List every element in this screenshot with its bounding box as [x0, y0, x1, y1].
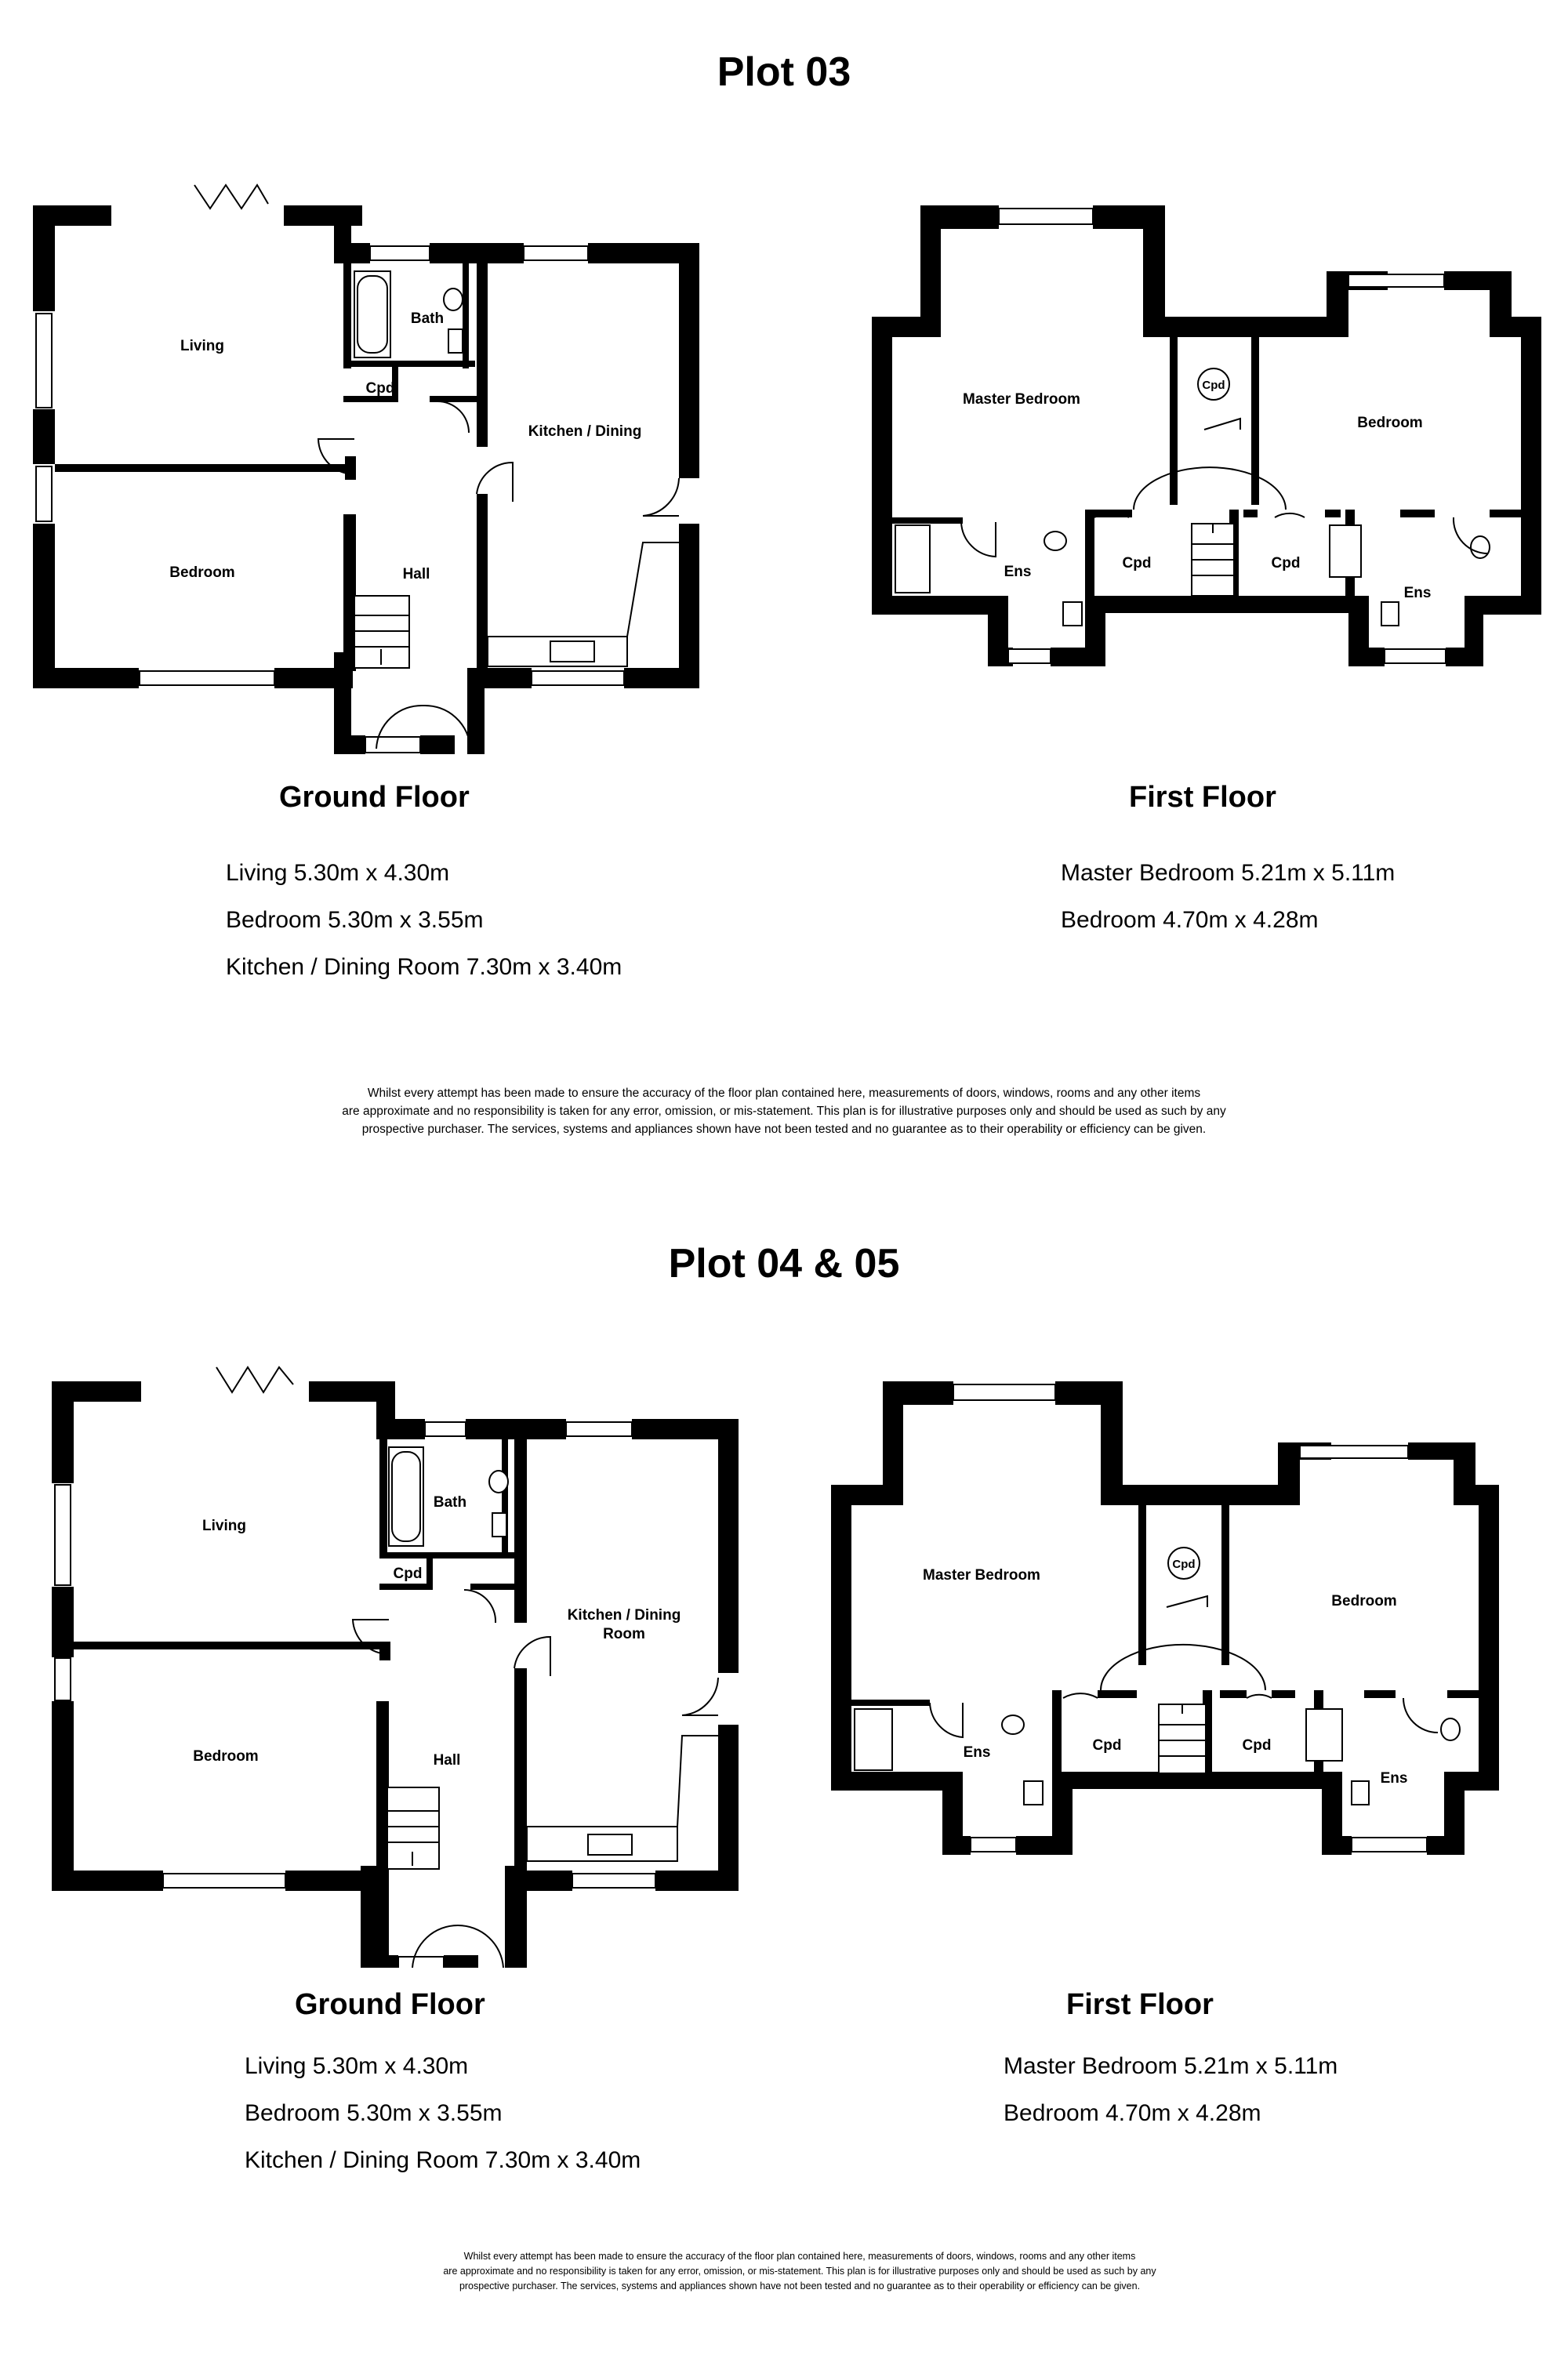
disclaimer-line: Whilst every attempt has been made to ensure the accuracy of the floor plan contained here, measurements of doors, windows, rooms and any other items — [463, 2251, 1136, 2262]
room-master-bedroom: Master Bedroom — [963, 391, 1080, 408]
room-kitchen-dining-room: Room — [603, 1626, 645, 1642]
room-bedroom-2: Bedroom — [1331, 1593, 1397, 1609]
disclaimer-line: prospective purchaser. The services, systems and appliances shown have not been tested and no guarantee as to their operability or efficiency can be given. — [361, 1123, 1207, 1136]
disclaimer-line: prospective purchaser. The services, systems and appliances shown have not been tested and no guarantee as to their operability or efficiency can be given. — [459, 2281, 1141, 2291]
dimension-master-bedroom: Master Bedroom 5.21m x 5.11m — [1061, 860, 1396, 886]
plot-03-title: Plot 03 — [717, 49, 851, 95]
plot-03-ground-floor-label: Ground Floor — [279, 781, 470, 814]
room-ens-right: Ens — [1403, 585, 1432, 601]
room-hall: Hall — [402, 566, 430, 582]
room-bedroom-2: Bedroom — [1357, 415, 1423, 431]
room-bedroom: Bedroom — [169, 564, 235, 581]
plot-03-disclaimer — [141, 1084, 1427, 1138]
disclaimer-line: are approximate and no responsibility is taken for any error, omission, or mis-statement. This plan is for illustrative purposes only and should be used as such by any — [443, 2266, 1156, 2277]
plot-04-05-ground-floor-label: Ground Floor — [295, 1988, 485, 2021]
plot-03-first-floor-label: First Floor — [1129, 781, 1276, 814]
plot-04-05-disclaimer — [298, 2249, 1301, 2294]
room-cpd-left: Cpd — [1122, 555, 1152, 572]
room-cpd: Cpd — [365, 380, 395, 397]
room-cpd-top: Cpd — [1172, 1558, 1196, 1571]
room-master-bedroom: Master Bedroom — [923, 1567, 1040, 1584]
dimension-kitchen: Kitchen / Dining Room 7.30m x 3.40m — [226, 954, 622, 980]
room-living: Living — [202, 1518, 246, 1534]
plot-03-ground-dimensions — [226, 850, 622, 991]
room-ens-right: Ens — [1380, 1770, 1408, 1787]
room-cpd-right: Cpd — [1242, 1737, 1272, 1754]
room-hall: Hall — [433, 1752, 461, 1769]
room-cpd-left: Cpd — [1092, 1737, 1122, 1754]
plot-03-first-dimensions — [1061, 850, 1395, 944]
plot-04-05-first-floor-label: First Floor — [1066, 1988, 1214, 2021]
room-ens-left: Ens — [1004, 564, 1032, 580]
room-cpd-right: Cpd — [1271, 555, 1301, 572]
dimension-bedroom-2: Bedroom 4.70m x 4.28m — [1061, 907, 1319, 933]
room-bath: Bath — [410, 310, 445, 327]
dimension-kitchen: Kitchen / Dining Room 7.30m x 3.40m — [245, 2147, 641, 2173]
dimension-living: Living 5.30m x 4.30m — [245, 2053, 469, 2079]
plot-03-first-floor-plan — [0, 0, 1568, 784]
disclaimer-line: are approximate and no responsibility is taken for any error, omission, or mis-statement. This plan is for illustrative purposes only and should be used as such by any — [342, 1105, 1226, 1118]
plot-04-05-first-floor-plan — [0, 1184, 1568, 1968]
room-kitchen-dining: Kitchen / Dining — [528, 423, 642, 440]
room-bedroom: Bedroom — [193, 1748, 259, 1765]
plot-04-05-title: Plot 04 & 05 — [668, 1241, 900, 1286]
disclaimer-line: Whilst every attempt has been made to ensure the accuracy of the floor plan contained here, measurements of doors, windows, rooms and any other items — [367, 1087, 1201, 1100]
dimension-living: Living 5.30m x 4.30m — [226, 860, 450, 886]
dimension-master-bedroom: Master Bedroom 5.21m x 5.11m — [1004, 2053, 1338, 2079]
dimension-bedroom-2: Bedroom 4.70m x 4.28m — [1004, 2100, 1261, 2126]
dimension-bedroom: Bedroom 5.30m x 3.55m — [226, 907, 484, 933]
room-cpd-top: Cpd — [1202, 379, 1225, 392]
dimension-bedroom: Bedroom 5.30m x 3.55m — [245, 2100, 503, 2126]
plot-04-05-ground-dimensions — [245, 2043, 641, 2184]
plot-04-05-first-dimensions — [1004, 2043, 1338, 2137]
room-bath: Bath — [433, 1494, 467, 1511]
room-kitchen-dining: Kitchen / Dining — [567, 1607, 681, 1624]
room-cpd: Cpd — [393, 1566, 423, 1582]
room-living: Living — [180, 338, 224, 354]
room-ens-left: Ens — [963, 1744, 991, 1761]
